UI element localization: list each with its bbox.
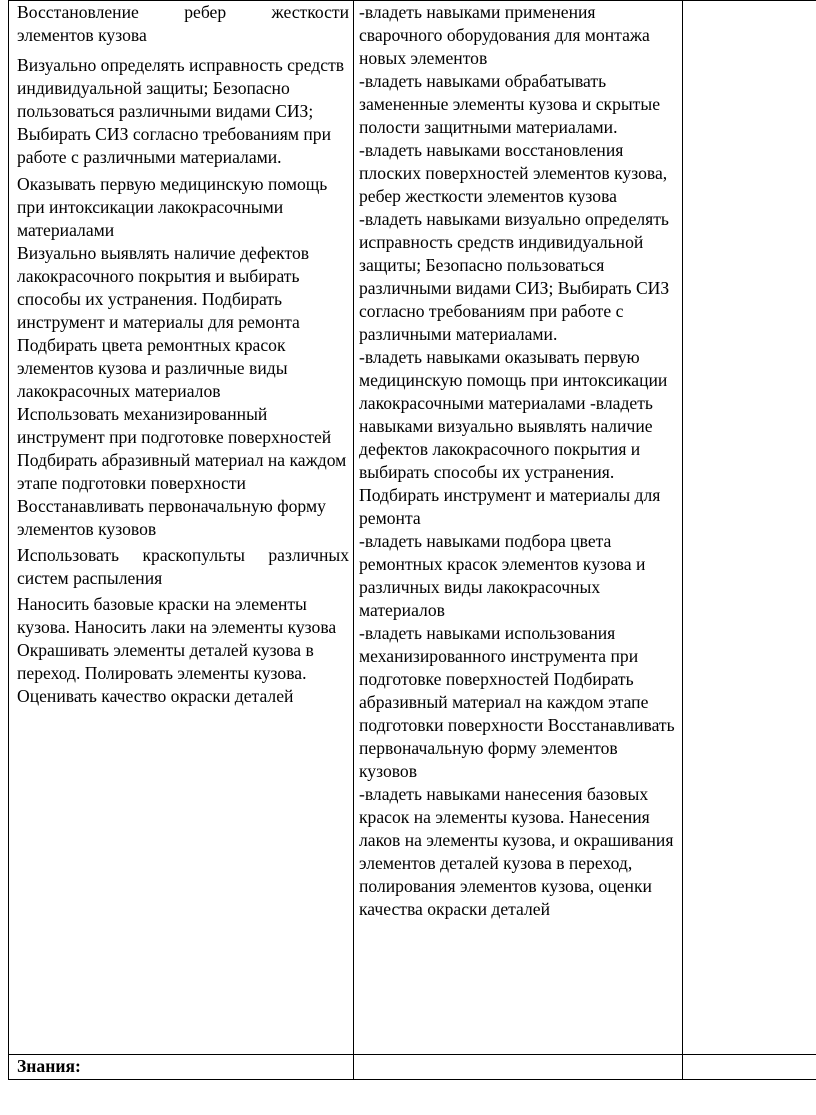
- skill-line: Восстановление ребер жесткости: [17, 2, 349, 22]
- skill-line: элементов кузова: [17, 25, 147, 45]
- ability-item: -владеть навыками визуально определять исправность средств индивидуальной защиты; Безопасно пользоваться различными видами СИЗ; Выбирать СИЗ согласно требованиям при работе с различными материалами.: [359, 209, 670, 344]
- empty-cell: [354, 1055, 683, 1080]
- table-row: [9, 1, 816, 1055]
- skill-item: Визуально определять исправность средств индивидуальной защиты; Безопасно пользоваться различными видами СИЗ; Выбирать СИЗ согласно требованиям при работе с различными материалами.: [17, 55, 345, 167]
- skill-line: систем распыления: [17, 568, 163, 588]
- empty-cell: [683, 1055, 816, 1080]
- ability-item: -владеть навыками оказывать первую медицинскую помощь при интоксикации лакокрасочными материалами -владеть навыками визуально выявлять наличие дефектов лакокрасочного покрытия и выбирать способы их устранения. Подбирать инструмент и материалы для ремонта: [359, 347, 668, 528]
- ability-item: -владеть навыками подбора цвета ремонтных красок элементов кузова и различных виды лакокрасочных материалов: [359, 531, 646, 620]
- skill-item: Оказывать первую медицинскую помощь при интоксикации лакокрасочными материалами: [17, 174, 328, 240]
- ability-item: -владеть навыками восстановления плоских поверхностей элементов кузова, ребер жесткости элементов кузова: [359, 140, 668, 206]
- skill-item: Подбирать цвета ремонтных красок элементов кузова и различные виды лакокрасочных материалов: [17, 335, 288, 401]
- skill-item: Наносить базовые краски на элементы кузова. Наносить лаки на элементы кузова: [17, 594, 337, 637]
- ability-item: -владеть навыками нанесения базовых красок на элементы кузова. Нанесения лаков на элементы кузова, и окрашивания элементов деталей кузова в переход, полирования элементов кузова, оценки качества окраски деталей: [359, 784, 674, 919]
- ability-item: -владеть навыками обрабатывать замененные элементы кузова и скрытые полости защитными материалами.: [359, 71, 661, 137]
- ability-item: -владеть навыками применения сварочного оборудования для монтажа новых элементов: [359, 2, 650, 68]
- skill-line: Использовать краскопульты различных: [17, 545, 349, 565]
- skill-item: Восстанавливать первоначальную форму элементов кузовов: [17, 496, 326, 539]
- knowledge-label: Знания:: [9, 1055, 354, 1080]
- skill-item: Окрашивать элементы деталей кузова в переход. Полировать элементы кузова. Оценивать качество окраски деталей: [17, 640, 314, 706]
- table-row: [9, 1055, 816, 1080]
- competency-table: [8, 0, 816, 1080]
- skill-item: Использовать механизированный инструмент при подготовке поверхностей Подбирать абразивный материал на каждом этапе подготовки поверхности: [17, 404, 347, 493]
- skills-cell: [9, 1, 354, 1055]
- empty-cell: [683, 1, 816, 1055]
- ability-item: -владеть навыками использования механизированного инструмента при подготовке поверхностей Подбирать абразивный материал на каждом этапе подготовки поверхности Восстанавливать первоначальную форму элементов кузовов: [359, 623, 675, 781]
- abilities-cell: [354, 1, 683, 1055]
- skill-item: Визуально выявлять наличие дефектов лакокрасочного покрытия и выбирать способы их устранения. Подбирать инструмент и материалы для ремонта: [17, 243, 310, 332]
